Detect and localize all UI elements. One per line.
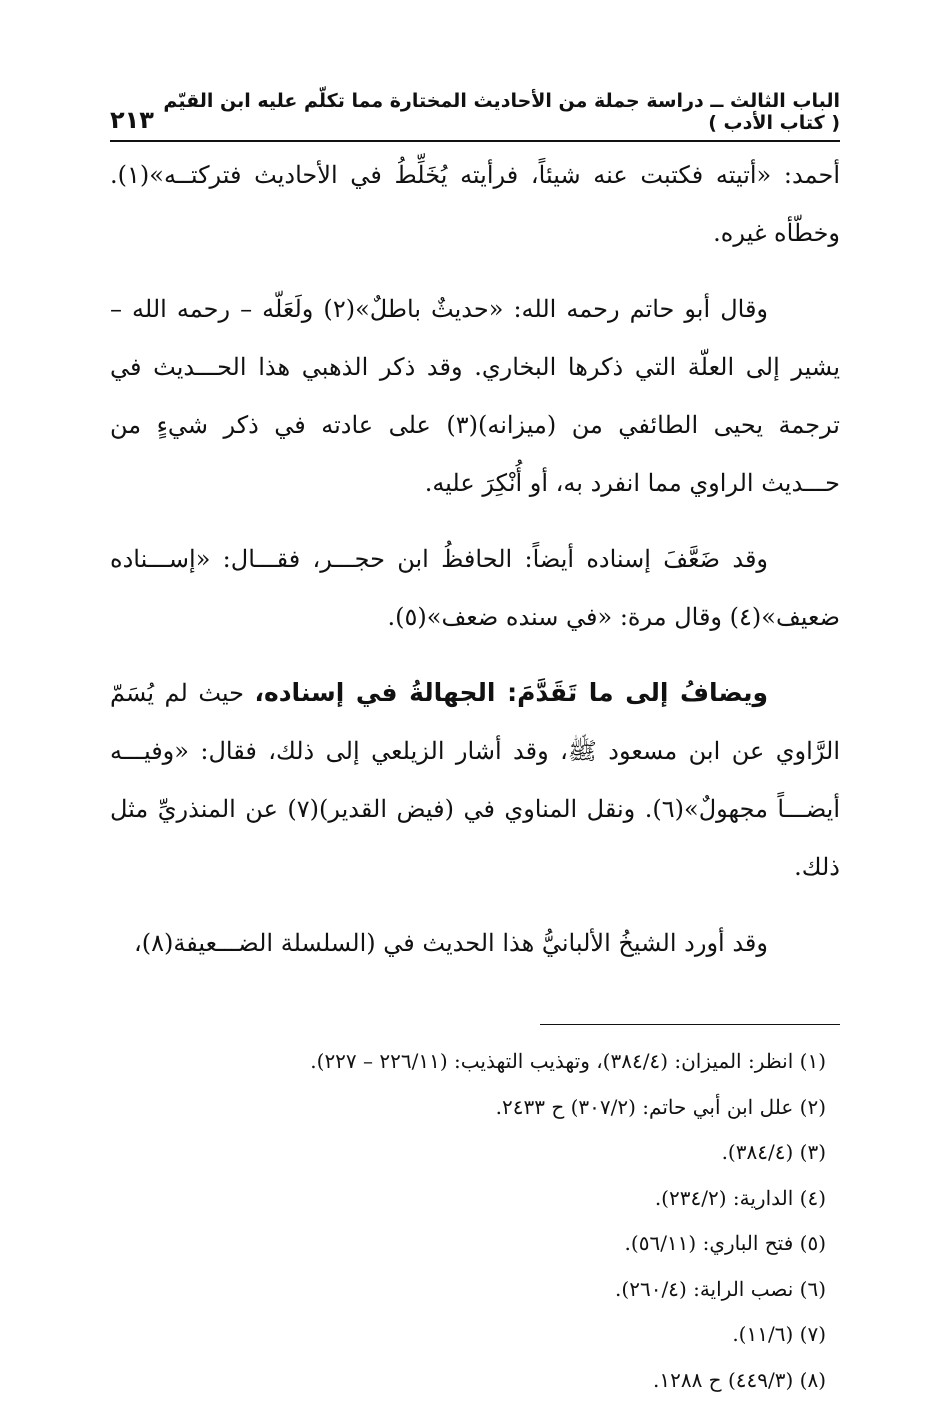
footnote-item: (٦) نصب الراية: (٢٦٠/٤). <box>110 1267 840 1313</box>
paragraph-4 <box>110 664 840 896</box>
paragraph-4-body: حيث لم يُسَمّ الرَّاوي عن ابن مسعود ﷺ، وقد أشار الزيلعي إلى ذلك، فقال: «وفيـــه أيضـــاً مجهولٌ»(٦). ونقل المناوي في (فيض القدير)(٧) عن المنذريِّ مثل ذلك. <box>110 679 840 881</box>
footnotes-list <box>110 1039 840 1403</box>
footnote-item: (١) انظر: الميزان: (٣٨٤/٤)، وتهذيب التهذيب: (٢٢٦/١١ – ٢٢٧). <box>110 1039 840 1085</box>
footnote-item: (٨) (٤٤٩/٣) ح ١٢٨٨. <box>110 1358 840 1403</box>
paragraph-2: وقال أبو حاتم رحمه الله: «حديثٌ باطلٌ»(٢) ولَعَلّه – رحمه الله – يشير إلى العلّة التي ذكرها البخاري. وقد ذكر الذهبي هذا الحـــديث في ترجمة يحيى الطائفي من (ميزانه)(٣) على عادته في ذكر شيءٍ من حـــديث الراوي مما انفرد به، أو أُنْكِرَ عليه. <box>110 280 840 512</box>
running-header <box>110 90 840 142</box>
paragraph-3: وقد ضَعَّفَ إسناده أيضاً: الحافظُ ابن حجـــر، فقـــال: «إســـناده ضعيف»(٤) وقال مرة: «في سنده ضعف»(٥). <box>110 530 840 646</box>
footnote-separator <box>540 1024 840 1025</box>
footnote-item: (٣) (٣٨٤/٤). <box>110 1130 840 1176</box>
paragraph-4-bold-lead: ويضافُ إلى ما تَقَدَّمَ: الجهالةُ في إسناده، <box>254 678 768 707</box>
footnote-item: (٤) الدارية: (٢٣٤/٢). <box>110 1176 840 1222</box>
paragraph-5: وقد أورد الشيخُ الألبانيُّ هذا الحديث في (السلسلة الضـــعيفة(٨)، <box>110 914 840 972</box>
header-title: الباب الثالث ــ دراسة جملة من الأحاديث المختارة مما تكلّم عليه ابن القيّم ( كتاب الأدب ) <box>154 90 840 134</box>
page-number: ٢١٣ <box>110 106 154 134</box>
book-page <box>110 90 840 1403</box>
footnote-item: (٢) علل ابن أبي حاتم: (٣٠٧/٢) ح ٢٤٣٣. <box>110 1085 840 1131</box>
paragraph-1: أحمد: «أتيته فكتبت عنه شيئاً، فرأيته يُخَلِّطُ في الأحاديث فتركتــه»(١). وخطّأه غيره. <box>110 146 840 262</box>
footnote-item: (٧) (١١/٦). <box>110 1312 840 1358</box>
footnote-item: (٥) فتح الباري: (٥٦/١١). <box>110 1221 840 1267</box>
